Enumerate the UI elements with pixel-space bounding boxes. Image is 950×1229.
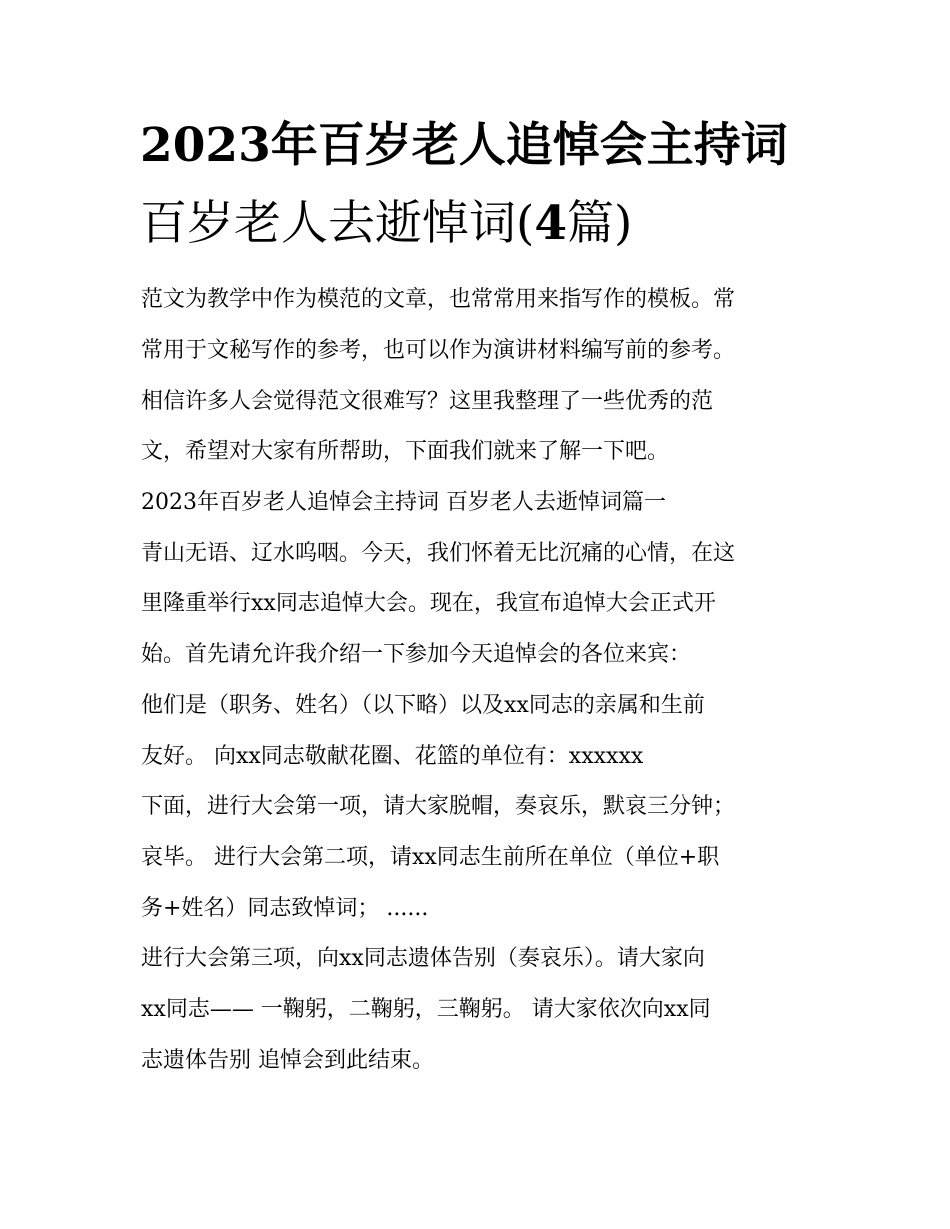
- body-line-7: 里隆重举行xx同志追悼大会。现在，我宣布追悼大会正式开: [141, 591, 716, 616]
- body-line-10: 友好。 向xx同志敬献花圈、花篮的单位有：xxxxxx: [141, 744, 644, 769]
- title-line-2-suffix: 篇): [567, 196, 633, 251]
- body-line-13: 务+姓名）同志致悼词； ......: [141, 896, 429, 921]
- body-line-8: 始。首先请允许我介绍一下参加今天追悼会的各位来宾：: [141, 642, 692, 667]
- body-line-15: xx同志—— 一鞠躬，二鞠躬，三鞠躬。 请大家依次向xx同: [141, 997, 711, 1022]
- document-title-line-2: [140, 194, 840, 254]
- body-line-9: 他们是（职务、姓名）（以下略）以及xx同志的亲属和生前: [141, 693, 705, 718]
- body-line-2: 常用于文秘写作的参考，也可以作为演讲材料编写前的参考。: [141, 338, 736, 363]
- body-line-12: 哀毕。 进行大会第二项，请xx同志生前所在单位（单位+职: [141, 845, 720, 870]
- body-line-1: 范文为教学中作为模范的文章，也常常用来指写作的模板。常: [141, 287, 736, 312]
- body-line-11: 下面，进行大会第一项，请大家脱帽，奏哀乐，默哀三分钟；: [141, 794, 736, 819]
- body-line-16: 志遗体告别 追悼会到此结束。: [141, 1048, 434, 1073]
- section-heading: 2023年百岁老人追悼会主持词 百岁老人去逝悼词篇一: [141, 490, 666, 515]
- body-line-6: 青山无语、辽水呜咽。今天，我们怀着无比沉痛的心情，在这: [141, 541, 736, 566]
- document-title-line-1: 2023年百岁老人追悼会主持词: [140, 118, 788, 173]
- body-line-3: 相信许多人会觉得范文很难写？这里我整理了一些优秀的范: [141, 389, 714, 414]
- title-line-2-number: 4: [534, 196, 568, 251]
- body-line-4: 文，希望对大家有所帮助，下面我们就来了解一下吧。: [141, 439, 670, 464]
- body-line-14: 进行大会第三项，向xx同志遗体告别（奏哀乐）。请大家向: [141, 946, 705, 971]
- title-line-2-prefix: 百岁老人去逝悼词(: [140, 196, 535, 251]
